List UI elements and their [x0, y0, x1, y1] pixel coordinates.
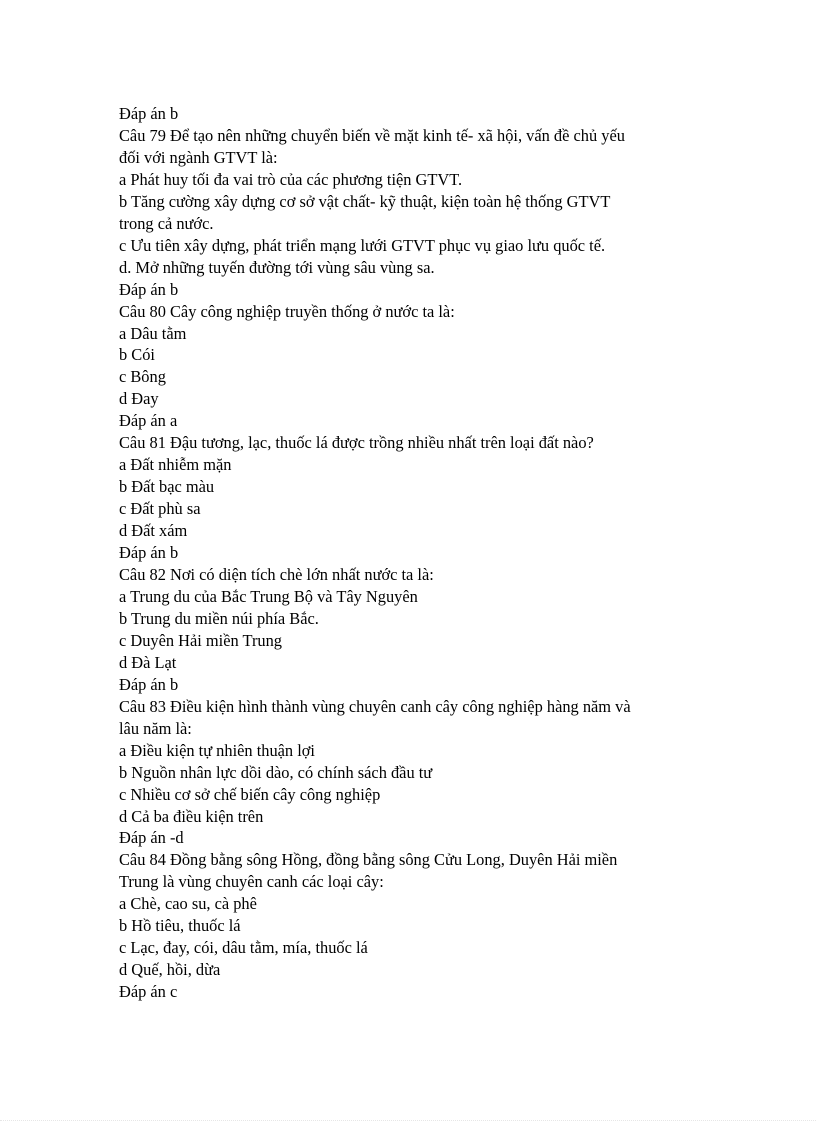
question-line: Câu 80 Cây công nghiệp truyền thống ở nước ta là: — [119, 301, 455, 321]
answer-option-line: a Chè, cao su, cà phê — [119, 894, 257, 914]
answer-option-line: b Nguồn nhân lực dồi dào, có chính sách đầu tư — [119, 762, 433, 782]
answer-key-line: Đáp án b — [119, 674, 179, 694]
answer-option-line: b Tăng cường xây dựng cơ sở vật chất- kỹ thuật, kiện toàn hệ thống GTVT — [119, 191, 611, 211]
question-line: Câu 83 Điều kiện hình thành vùng chuyên canh cây công nghiệp hàng năm và — [119, 696, 631, 716]
answer-option-line: c Lạc, đay, cói, dâu tằm, mía, thuốc lá — [119, 938, 368, 958]
answer-option-line: c Đất phù sa — [119, 499, 201, 519]
answer-key-line: Đáp án b — [119, 104, 179, 123]
answer-key-line: Đáp án a — [119, 411, 178, 431]
text-line: lâu năm là: — [119, 718, 192, 738]
question-line: Câu 81 Đậu tương, lạc, thuốc lá được trồng nhiều nhất trên loại đất nào? — [119, 433, 594, 453]
question-line: Câu 79 Để tạo nên những chuyển biến về mặt kinh tế- xã hội, vấn đề chủ yếu — [119, 125, 625, 145]
answer-option-line: d Đà Lạt — [119, 652, 177, 672]
answer-key-line: Đáp án c — [119, 982, 178, 1002]
answer-option-line: c Bông — [119, 367, 166, 387]
answer-option-line: d Cả ba điều kiện trên — [119, 806, 264, 826]
answer-option-line: b Cói — [119, 345, 155, 365]
question-line: Câu 82 Nơi có diện tích chè lớn nhất nước ta là: — [119, 565, 434, 585]
page-bottom-border — [0, 1120, 816, 1121]
answer-option-line: c Nhiều cơ sở chế biến cây công nghiệp — [119, 784, 381, 804]
answer-option-line: d Quế, hồi, dừa — [119, 960, 221, 980]
question-line: Câu 84 Đồng bằng sông Hồng, đồng bằng sông Cửu Long, Duyên Hải miền — [119, 850, 618, 870]
document-body — [119, 103, 709, 1003]
answer-option-line: a Dâu tằm — [119, 323, 187, 343]
answer-option-line: d Đay — [119, 389, 159, 409]
answer-option-line: c Ưu tiên xây dựng, phát triển mạng lưới GTVT phục vụ giao lưu quốc tế. — [119, 235, 606, 255]
answer-key-line: Đáp án -d — [119, 828, 184, 848]
text-line: đối với ngành GTVT là: — [119, 147, 278, 167]
answer-option-line: a Phát huy tối đa vai trò của các phương tiện GTVT. — [119, 169, 463, 189]
answer-option-line: d. Mở những tuyến đường tới vùng sâu vùng sa. — [119, 257, 435, 277]
text-line: trong cả nước. — [119, 213, 214, 233]
answer-option-line: a Đất nhiễm mặn — [119, 455, 232, 475]
answer-option-line: c Duyên Hải miền Trung — [119, 630, 282, 650]
answer-key-line: Đáp án b — [119, 543, 179, 563]
answer-option-line: d Đất xám — [119, 521, 188, 541]
text-line: Trung là vùng chuyên canh các loại cây: — [119, 872, 384, 892]
answer-key-line: Đáp án b — [119, 279, 179, 299]
answer-option-line: b Trung du miền núi phía Bắc. — [119, 608, 319, 628]
answer-option-line: b Đất bạc màu — [119, 477, 215, 497]
answer-option-line: a Trung du của Bắc Trung Bộ và Tây Nguyên — [119, 586, 418, 606]
answer-option-line: a Điều kiện tự nhiên thuận lợi — [119, 740, 315, 760]
answer-option-line: b Hồ tiêu, thuốc lá — [119, 916, 241, 936]
